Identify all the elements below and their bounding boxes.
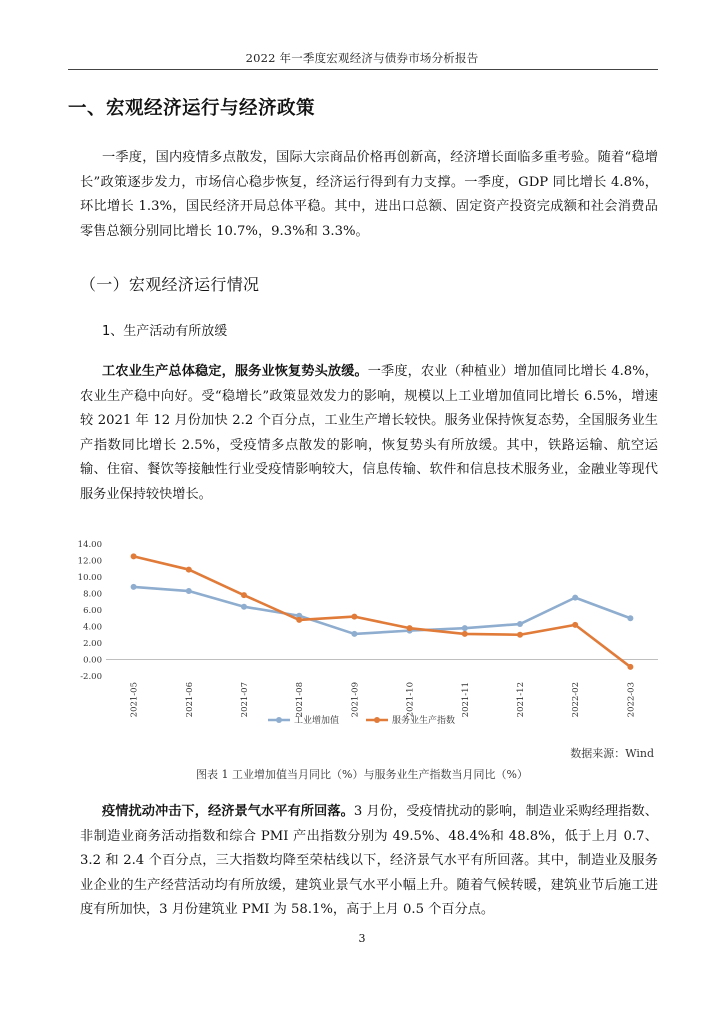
paragraph-lead: 疫情扰动冲击下，经济景气水平有所回落。 (102, 804, 354, 819)
data-point (241, 592, 247, 598)
subsection-heading: （一）宏观经济运行情况 (80, 275, 260, 294)
x-tick-label: 2021-05 (129, 682, 140, 718)
y-tick-label: -2.00 (80, 672, 102, 682)
y-tick-label: 8.00 (83, 589, 102, 600)
y-tick-label: 14.00 (77, 540, 102, 550)
line-chart (68, 530, 668, 740)
header-divider (68, 69, 658, 70)
chart-legend (268, 714, 455, 726)
series-line-1 (134, 556, 631, 667)
paragraph-body: 一季度，农业（种植业）增加值同比增长 4.8%，农业生产稳中向好。受“稳增长”政策显效发力的影响，规模以上工业增加值同比增长 6.5%，增速较 2021 年 12 月份加快 2.2 个百分点，工业生产增长较快。服务业保持恢复态势，全国服务业生产指数同比增长 2.5%，受疫情多点散发的影响，恢复势头有所放缓。其中，铁路运输、航空运输、住宿、餐饮等接触性行业受疫情影响较大，信息传输、软件和信息技术服务业，金融业等现代服务业保持较快增长。 (80, 364, 658, 502)
chart-series (131, 553, 634, 670)
paragraph-lead: 工农业生产总体稳定，服务业恢复势头放缓。 (102, 364, 368, 379)
figure-caption: 图表 1 工业增加值当月同比（%）与服务业生产指数当月同比（%） (196, 768, 528, 781)
legend-marker (374, 717, 380, 723)
data-point (517, 621, 523, 627)
y-tick-label: 6.00 (83, 606, 102, 616)
page-number: 3 (358, 932, 366, 945)
data-point (351, 631, 357, 637)
legend-label: 服务业生产指数 (392, 716, 456, 726)
data-source-note: 数据来源：Wind (570, 747, 654, 760)
data-point (572, 595, 578, 601)
data-point (572, 622, 578, 628)
data-point (407, 625, 413, 631)
data-point (186, 567, 192, 573)
data-point (351, 614, 357, 620)
x-tick-label: 2021-09 (350, 682, 361, 718)
x-tick-label: 2021-10 (405, 682, 416, 718)
x-tick-label: 2021-08 (295, 682, 306, 718)
legend-marker (276, 717, 282, 723)
data-point (131, 553, 137, 559)
data-point (627, 615, 633, 621)
y-tick-label: 4.00 (83, 622, 102, 633)
subsubsection-heading: 1、生产活动有所放缓 (102, 324, 228, 339)
y-tick-label: 2.00 (83, 639, 102, 649)
data-point (241, 604, 247, 610)
paragraph-body: 3 月份，受疫情扰动的影响，制造业采购经理指数、非制造业商务活动指数和综合 PMI 产出指数分别为 49.5%、48.4%和 48.8%，低于上月 0.7、3.2 和 2.4 个百分点，三大指数均降至荣枯线以下，经济景气水平有所回落。其中，制造业及服务业企业的生产经营活动均有所放缓，建筑业景气水平小幅上升。随着气候转暖，建筑业节后施工进度有所加快，3 月份建筑业 PMI 为 58.1%，高于上月 0.5 个百分点。 (80, 804, 658, 918)
x-tick-label: 2022-03 (626, 682, 637, 718)
section-heading: 一、宏观经济运行与经济政策 (68, 98, 316, 119)
x-tick-label: 2021-06 (184, 682, 195, 718)
intro-paragraph: 一季度，国内疫情多点散发，国际大宗商品价格再创新高，经济增长面临多重考验。随着“稳增长”政策逐步发力，市场信心稳步恢复，经济运行得到有力支撑。一季度，GDP 同比增长 4.8%，环比增长 1.3%，国民经济开局总体平稳。其中，进出口总额、固定资产投资完成额和社会消费品零售总额分别同比增长 10.7%，9.3%和 3.3%。 (80, 150, 658, 239)
x-tick-label: 2022-02 (571, 682, 582, 718)
y-tick-label: 0.00 (83, 655, 102, 666)
x-tick-label: 2021-12 (516, 682, 526, 718)
data-point (186, 588, 192, 594)
legend-label: 工业增加值 (294, 716, 340, 726)
x-tick-label: 2021-07 (240, 682, 250, 718)
chart-axes (78, 540, 658, 717)
pmi-paragraph (80, 800, 658, 923)
series-line-0 (134, 587, 631, 634)
data-point (462, 631, 468, 637)
data-point (627, 664, 633, 670)
data-point (517, 632, 523, 638)
data-point (131, 584, 137, 590)
data-point (462, 625, 468, 631)
y-tick-label: 10.00 (77, 573, 102, 583)
x-tick-label: 2021-11 (460, 682, 471, 718)
data-point (296, 617, 302, 623)
running-header: 2022 年一季度宏观经济与债券市场分析报告 (245, 51, 479, 65)
y-tick-label: 12.00 (77, 556, 102, 567)
production-paragraph (80, 360, 658, 508)
